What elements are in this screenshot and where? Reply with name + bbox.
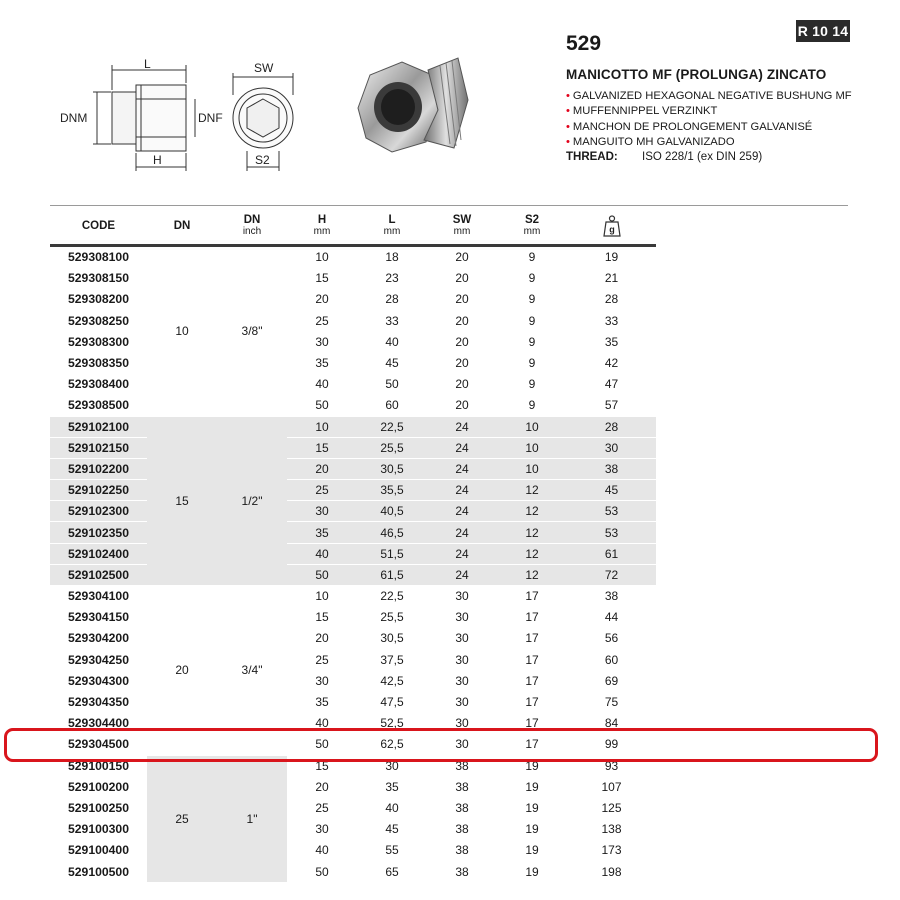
cell-s2: 9	[497, 331, 567, 352]
product-table	[50, 207, 656, 883]
cell-s2: 10	[497, 437, 567, 458]
cell-dn: 20	[147, 586, 217, 756]
table-row[interactable]	[50, 586, 656, 607]
bullet-icon: •	[566, 105, 570, 118]
cell-weight: 173	[567, 840, 656, 861]
cell-dn-inch: 3/8"	[217, 246, 287, 417]
description-line: • MANCHON DE PROLONGEMENT GALVANISÉ	[566, 120, 813, 133]
cell-l: 18	[357, 246, 427, 268]
technical-drawing	[55, 55, 310, 180]
cell-l: 23	[357, 268, 427, 289]
bullet-icon: •	[566, 120, 570, 133]
cell-weight: 69	[567, 670, 656, 691]
cell-weight: 107	[567, 776, 656, 797]
dim-label-dnm: DNM	[60, 111, 88, 125]
cell-l: 35	[357, 776, 427, 797]
cell-h: 40	[287, 543, 357, 564]
cell-h: 25	[287, 649, 357, 670]
divider	[50, 205, 848, 206]
highlighted-row-marker	[4, 728, 878, 762]
cell-l: 42,5	[357, 670, 427, 691]
cell-weight: 198	[567, 861, 656, 882]
table-row[interactable]	[50, 437, 656, 458]
cell-h: 20	[287, 289, 357, 310]
cell-weight: 93	[567, 755, 656, 776]
header-dn: DN	[147, 207, 217, 246]
cell-sw: 30	[427, 628, 497, 649]
cell-weight: 35	[567, 331, 656, 352]
cell-code: 529102250	[50, 480, 147, 501]
cell-l: 25,5	[357, 607, 427, 628]
table-row[interactable]	[50, 628, 656, 649]
cell-s2: 17	[497, 691, 567, 712]
cell-s2: 12	[497, 501, 567, 522]
cell-h: 40	[287, 713, 357, 734]
dim-label-h: H	[153, 153, 162, 167]
cell-weight: 138	[567, 819, 656, 840]
table-row[interactable]	[50, 416, 656, 437]
cell-h: 30	[287, 670, 357, 691]
cell-h: 25	[287, 797, 357, 818]
cell-s2: 9	[497, 289, 567, 310]
cell-s2: 10	[497, 416, 567, 437]
table-row[interactable]	[50, 607, 656, 628]
table-row[interactable]	[50, 501, 656, 522]
cell-weight: 84	[567, 713, 656, 734]
cell-code: 529304500	[50, 734, 147, 755]
cell-l: 47,5	[357, 691, 427, 712]
cell-dn-inch: 3/4"	[217, 586, 287, 756]
cell-s2: 12	[497, 543, 567, 564]
cell-l: 60	[357, 395, 427, 416]
cell-s2: 12	[497, 522, 567, 543]
cell-code: 529100400	[50, 840, 147, 861]
cell-weight: 53	[567, 501, 656, 522]
cell-sw: 38	[427, 840, 497, 861]
cell-sw: 24	[427, 522, 497, 543]
cell-sw: 24	[427, 437, 497, 458]
cell-sw: 20	[427, 268, 497, 289]
cell-sw: 38	[427, 776, 497, 797]
cell-weight: 60	[567, 649, 656, 670]
cell-sw: 20	[427, 352, 497, 373]
cell-s2: 19	[497, 755, 567, 776]
cell-sw: 38	[427, 797, 497, 818]
cell-h: 30	[287, 331, 357, 352]
description-line: • GALVANIZED HEXAGONAL NEGATIVE BUSHUNG MF	[566, 90, 852, 102]
table-row[interactable]	[50, 268, 656, 289]
cell-s2: 17	[497, 586, 567, 607]
cell-s2: 17	[497, 670, 567, 691]
cell-l: 40	[357, 797, 427, 818]
cell-sw: 30	[427, 691, 497, 712]
cell-sw: 24	[427, 543, 497, 564]
cell-code: 529100250	[50, 797, 147, 818]
cell-s2: 9	[497, 246, 567, 268]
cell-weight: 30	[567, 437, 656, 458]
cell-sw: 24	[427, 501, 497, 522]
cell-sw: 30	[427, 713, 497, 734]
cell-sw: 24	[427, 480, 497, 501]
header-l: L mm	[357, 207, 427, 246]
cell-code: 529102100	[50, 416, 147, 437]
cell-dn: 25	[147, 755, 217, 882]
cell-h: 15	[287, 268, 357, 289]
dim-label-s2: S2	[255, 153, 270, 167]
cell-weight: 38	[567, 458, 656, 479]
cell-h: 25	[287, 480, 357, 501]
header-code: CODE	[50, 207, 147, 246]
cell-s2: 12	[497, 480, 567, 501]
table-row[interactable]	[50, 310, 656, 331]
dim-label-dnf: DNF	[198, 111, 223, 125]
cell-h: 50	[287, 564, 357, 585]
cell-s2: 19	[497, 819, 567, 840]
cell-h: 20	[287, 458, 357, 479]
cell-code: 529308100	[50, 246, 147, 268]
table-row[interactable]	[50, 797, 656, 818]
cell-dn: 10	[147, 246, 217, 417]
cell-weight: 61	[567, 543, 656, 564]
cell-sw: 30	[427, 670, 497, 691]
cell-code: 529102500	[50, 564, 147, 585]
header-weight	[567, 207, 656, 246]
table-row[interactable]	[50, 691, 656, 712]
cell-code: 529100300	[50, 819, 147, 840]
cell-l: 61,5	[357, 564, 427, 585]
table-row[interactable]	[50, 564, 656, 585]
table-row[interactable]	[50, 649, 656, 670]
cell-s2: 19	[497, 840, 567, 861]
cell-sw: 30	[427, 586, 497, 607]
cell-l: 50	[357, 374, 427, 395]
cell-h: 30	[287, 501, 357, 522]
cell-l: 40,5	[357, 501, 427, 522]
cell-weight: 72	[567, 564, 656, 585]
dim-label-l: L	[144, 57, 151, 71]
cell-weight: 21	[567, 268, 656, 289]
cell-sw: 30	[427, 649, 497, 670]
cell-s2: 9	[497, 395, 567, 416]
cell-h: 15	[287, 437, 357, 458]
cell-h: 20	[287, 628, 357, 649]
table-row[interactable]	[50, 776, 656, 797]
cell-h: 35	[287, 352, 357, 373]
cell-code: 529102350	[50, 522, 147, 543]
cell-s2: 17	[497, 649, 567, 670]
table-row[interactable]	[50, 331, 656, 352]
description-line: • MANGUITO MH GALVANIZADO	[566, 136, 735, 149]
product-number: 529	[566, 32, 602, 55]
cell-h: 40	[287, 374, 357, 395]
cell-s2: 17	[497, 607, 567, 628]
cell-s2: 12	[497, 564, 567, 585]
cell-code: 529308250	[50, 310, 147, 331]
cell-l: 25,5	[357, 437, 427, 458]
cell-s2: 17	[497, 734, 567, 755]
cell-s2: 9	[497, 352, 567, 373]
cell-l: 46,5	[357, 522, 427, 543]
cell-code: 529308350	[50, 352, 147, 373]
cell-code: 529304100	[50, 586, 147, 607]
cell-sw: 20	[427, 289, 497, 310]
cell-dn-inch: 1/2"	[217, 416, 287, 586]
cell-sw: 24	[427, 458, 497, 479]
cell-dn-inch: 1"	[217, 755, 287, 882]
cell-h: 35	[287, 691, 357, 712]
cell-sw: 38	[427, 755, 497, 776]
cell-weight: 75	[567, 691, 656, 712]
table-row[interactable]	[50, 861, 656, 882]
cell-h: 15	[287, 607, 357, 628]
cell-sw: 38	[427, 819, 497, 840]
cell-s2: 19	[497, 797, 567, 818]
cell-code: 529304300	[50, 670, 147, 691]
table-row[interactable]	[50, 819, 656, 840]
table-row[interactable]	[50, 480, 656, 501]
cell-sw: 30	[427, 734, 497, 755]
table-row[interactable]	[50, 840, 656, 861]
cell-dn: 15	[147, 416, 217, 586]
cell-weight: 57	[567, 395, 656, 416]
cell-sw: 20	[427, 395, 497, 416]
cell-h: 10	[287, 586, 357, 607]
cell-code: 529100500	[50, 861, 147, 882]
cell-h: 50	[287, 861, 357, 882]
cell-h: 15	[287, 755, 357, 776]
cell-weight: 44	[567, 607, 656, 628]
thread-value: ISO 228/1 (ex DIN 259)	[642, 151, 763, 163]
cell-code: 529102400	[50, 543, 147, 564]
table-row[interactable]	[50, 522, 656, 543]
weight-unit: g	[608, 224, 615, 234]
cell-s2: 9	[497, 268, 567, 289]
cell-code: 529102300	[50, 501, 147, 522]
cell-l: 28	[357, 289, 427, 310]
cell-weight: 28	[567, 289, 656, 310]
cell-code: 529304400	[50, 713, 147, 734]
cell-sw: 20	[427, 310, 497, 331]
cell-weight: 19	[567, 246, 656, 268]
cell-l: 33	[357, 310, 427, 331]
cell-code: 529304250	[50, 649, 147, 670]
cell-l: 52,5	[357, 713, 427, 734]
bullet-icon: •	[566, 136, 570, 149]
cell-sw: 20	[427, 374, 497, 395]
cell-sw: 30	[427, 607, 497, 628]
table-row[interactable]	[50, 458, 656, 479]
cell-weight: 42	[567, 352, 656, 373]
table-row[interactable]	[50, 352, 656, 373]
cell-code: 529304350	[50, 691, 147, 712]
cell-weight: 125	[567, 797, 656, 818]
cell-h: 35	[287, 522, 357, 543]
cell-sw: 38	[427, 861, 497, 882]
catalog-badge: R 10 14	[796, 20, 850, 42]
table-row[interactable]	[50, 246, 656, 268]
cell-sw: 20	[427, 246, 497, 268]
cell-l: 22,5	[357, 416, 427, 437]
cell-code: 529304200	[50, 628, 147, 649]
cell-h: 50	[287, 734, 357, 755]
cell-l: 30,5	[357, 458, 427, 479]
cell-s2: 9	[497, 310, 567, 331]
dim-label-sw: SW	[254, 61, 274, 75]
cell-h: 20	[287, 776, 357, 797]
product-title: MANICOTTO MF (PROLUNGA) ZINCATO	[566, 67, 827, 82]
cell-weight: 53	[567, 522, 656, 543]
cell-l: 30	[357, 755, 427, 776]
table-row[interactable]	[50, 374, 656, 395]
cell-code: 529100200	[50, 776, 147, 797]
thread-label: THREAD:	[566, 151, 618, 163]
product-photo	[340, 30, 490, 190]
cell-code: 529308200	[50, 289, 147, 310]
cell-s2: 19	[497, 776, 567, 797]
cell-s2: 19	[497, 861, 567, 882]
header-s2: S2 mm	[497, 207, 567, 246]
cell-s2: 17	[497, 713, 567, 734]
cell-h: 50	[287, 395, 357, 416]
cell-code: 529100150	[50, 755, 147, 776]
cell-h: 10	[287, 416, 357, 437]
header-h: H mm	[287, 207, 357, 246]
cell-l: 30,5	[357, 628, 427, 649]
cell-l: 62,5	[357, 734, 427, 755]
cell-s2: 17	[497, 628, 567, 649]
cell-code: 529102150	[50, 437, 147, 458]
cell-weight: 38	[567, 586, 656, 607]
cell-code: 529102200	[50, 458, 147, 479]
table-row[interactable]	[50, 543, 656, 564]
cell-weight: 56	[567, 628, 656, 649]
table-row[interactable]	[50, 395, 656, 416]
cell-l: 55	[357, 840, 427, 861]
cell-code: 529304150	[50, 607, 147, 628]
cell-l: 37,5	[357, 649, 427, 670]
cell-code: 529308150	[50, 268, 147, 289]
table-header	[50, 207, 656, 246]
cell-l: 22,5	[357, 586, 427, 607]
description-list	[566, 89, 852, 151]
cell-l: 45	[357, 819, 427, 840]
table-row[interactable]	[50, 670, 656, 691]
cell-weight: 47	[567, 374, 656, 395]
cell-l: 51,5	[357, 543, 427, 564]
cell-s2: 10	[497, 458, 567, 479]
thread-spec	[566, 151, 762, 163]
cell-h: 25	[287, 310, 357, 331]
table-row[interactable]	[50, 289, 656, 310]
cell-l: 35,5	[357, 480, 427, 501]
cell-code: 529308300	[50, 331, 147, 352]
weight-icon	[603, 215, 621, 237]
cell-h: 30	[287, 819, 357, 840]
cell-weight: 45	[567, 480, 656, 501]
cell-weight: 28	[567, 416, 656, 437]
description-line: • MUFFENNIPPEL VERZINKT	[566, 105, 718, 118]
header-sw: SW mm	[427, 207, 497, 246]
cell-l: 45	[357, 352, 427, 373]
cell-s2: 9	[497, 374, 567, 395]
cell-l: 65	[357, 861, 427, 882]
cell-weight: 33	[567, 310, 656, 331]
cell-code: 529308400	[50, 374, 147, 395]
header-dn-inch: DN inch	[217, 207, 287, 246]
cell-weight: 99	[567, 734, 656, 755]
cell-sw: 20	[427, 331, 497, 352]
cell-h: 40	[287, 840, 357, 861]
bullet-icon: •	[566, 90, 570, 102]
cell-h: 10	[287, 246, 357, 268]
cell-l: 40	[357, 331, 427, 352]
cell-sw: 24	[427, 416, 497, 437]
cell-code: 529308500	[50, 395, 147, 416]
cell-sw: 24	[427, 564, 497, 585]
